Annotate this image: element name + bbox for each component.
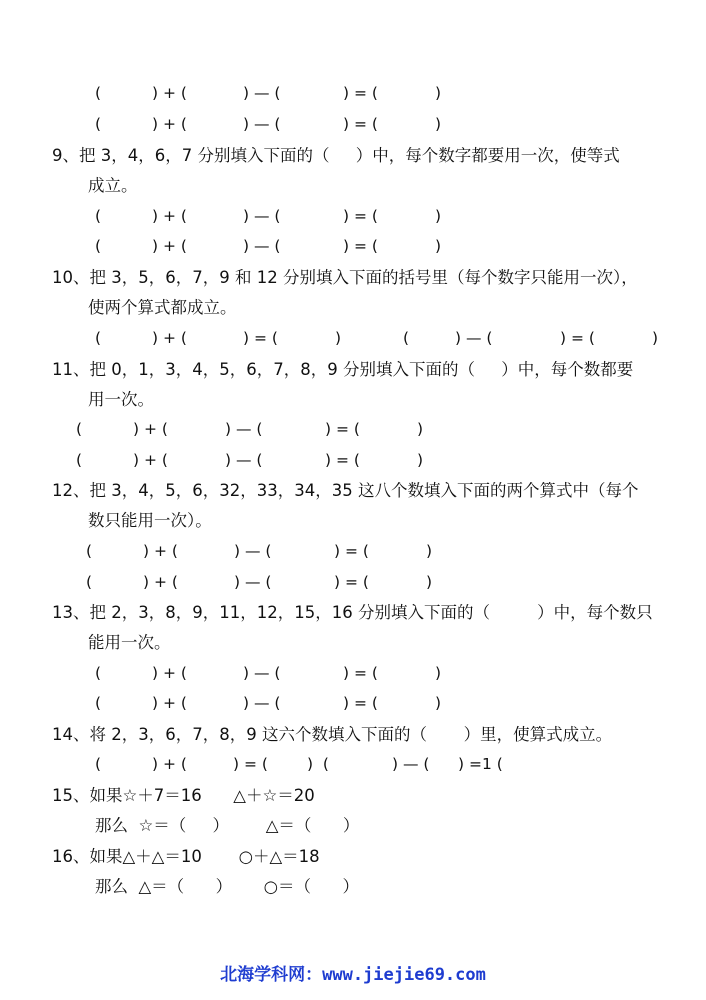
problem-10-text: 10、把 3，5，6，7，9 和 12 分别填入下面的括号里（每个数字只能用一次）， (52, 268, 638, 287)
footer-site-label: 北海学科网： (220, 965, 323, 985)
equation-line: ( ) + ( ) — ( ) = ( ) (95, 207, 442, 225)
problem-10-text-cont: 使两个算式都成立。 (88, 298, 237, 317)
equation-line: ( ) + ( ) = ( ) ( ) — ( ) = ( ) (95, 329, 659, 347)
equation-line: ( ) + ( ) — ( ) = ( ) (95, 84, 442, 102)
equation-line: ( ) + ( ) — ( ) = ( ) (76, 420, 424, 438)
problem-12-text: 12、把 3，4，5，6，32，33，34，35 这八个数填入下面的两个算式中（每个 (52, 481, 639, 500)
equation-line: ( ) + ( ) — ( ) = ( ) (86, 573, 433, 591)
problem-15-text: 15、如果☆＋7＝16 △＋☆＝20 (52, 786, 315, 805)
problem-11-text: 11、把 0，1，3，4，5，6，7，8，9 分别填入下面的（ ）中，每个数都要 (52, 360, 634, 379)
problem-16-text: 16、如果△＋△＝10 ○＋△＝18 (52, 847, 320, 866)
problem-16-answer-line: 那么 △＝（ ） ○＝（ ） (95, 877, 359, 896)
problem-9-text-cont: 成立。 (88, 176, 138, 195)
equation-line: ( ) + ( ) = ( ) ( ) — ( ) =1 ( (95, 755, 503, 773)
footer-watermark (0, 963, 706, 987)
equation-line: ( ) + ( ) — ( ) = ( ) (95, 664, 442, 682)
equation-line: ( ) + ( ) — ( ) = ( ) (86, 542, 433, 560)
problem-14-text: 14、将 2，3，6，7，8，9 这六个数填入下面的（ ）里，使算式成立。 (52, 725, 613, 744)
problem-13-text: 13、把 2，3，8，9，11，12，15，16 分别填入下面的（ ）中，每个数只 (52, 603, 653, 622)
equation-line: ( ) + ( ) — ( ) = ( ) (76, 451, 424, 469)
equation-line: ( ) + ( ) — ( ) = ( ) (95, 237, 442, 255)
footer-url[interactable]: www.jiejie69.com (322, 965, 486, 985)
problem-13-text-cont: 能用一次。 (88, 633, 171, 652)
problem-12-text-cont: 数只能用一次）。 (88, 511, 212, 530)
problem-11-text-cont: 用一次。 (88, 390, 154, 409)
problem-9-text: 9、把 3，4，6，7 分别填入下面的（ ）中，每个数字都要用一次，使等式 (52, 146, 620, 165)
problem-15-answer-line: 那么 ☆＝（ ） △＝（ ） (95, 816, 360, 835)
equation-line: ( ) + ( ) — ( ) = ( ) (95, 694, 442, 712)
equation-line: ( ) + ( ) — ( ) = ( ) (95, 115, 442, 133)
